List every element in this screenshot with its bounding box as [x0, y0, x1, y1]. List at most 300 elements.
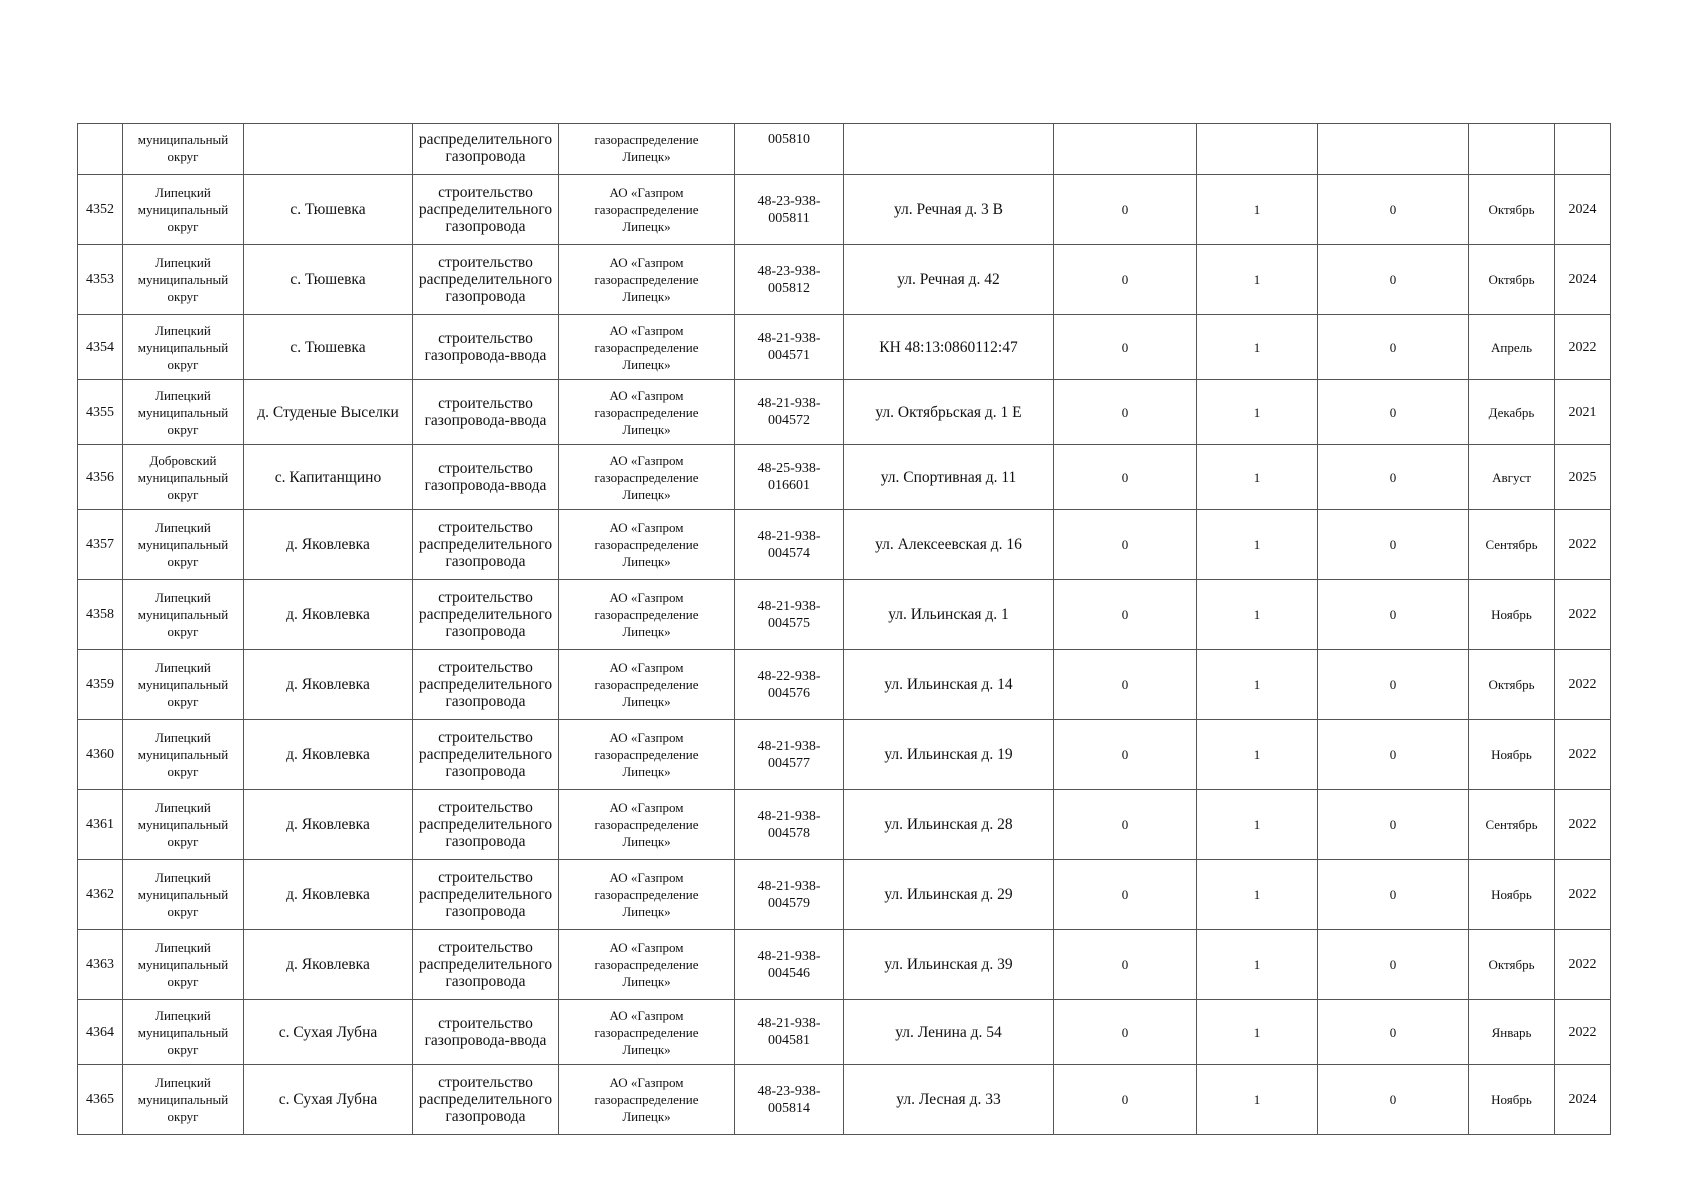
cell-code-line: 48-21-938- — [757, 738, 821, 754]
cell-month — [1469, 124, 1555, 175]
cell-address: ул. Ильинская д. 39 — [844, 930, 1054, 1000]
cell-work-type-line: строительство — [438, 330, 533, 347]
cell-count-3: 0 — [1318, 720, 1469, 790]
cell-organization-line: Липецк» — [622, 764, 671, 779]
cell-district-line: муниципальный — [137, 537, 229, 552]
cell-count-2: 1 — [1197, 315, 1318, 380]
cell-work-type-line: газопровода-ввода — [424, 477, 547, 494]
cell-organization-line: Липецк» — [622, 149, 671, 164]
cell-organization-line: газораспределение — [594, 339, 699, 355]
cell-work-type-line: газопровода — [445, 973, 526, 990]
cell-district — [123, 245, 244, 315]
cell-organization-line: Липецк» — [622, 486, 671, 502]
cell-work-type-line: распределительного — [418, 886, 553, 903]
cell-count-1: 0 — [1054, 1000, 1197, 1065]
cell-settlement: д. Яковлевка — [244, 720, 413, 790]
cell-code — [735, 124, 844, 175]
cell-address: ул. Ильинская д. 29 — [844, 860, 1054, 930]
cell-count-3: 0 — [1318, 790, 1469, 860]
cell-organization-line: Липецк» — [622, 694, 671, 709]
cell-district — [123, 510, 244, 580]
cell-code — [735, 720, 844, 790]
cell-work-type — [413, 380, 559, 445]
cell-code-line: 004578 — [768, 825, 810, 841]
cell-count-1: 0 — [1054, 510, 1197, 580]
cell-district — [123, 580, 244, 650]
cell-organization — [559, 930, 735, 1000]
cell-work-type-line: распределительного — [418, 271, 553, 288]
cell-year — [1555, 124, 1611, 175]
cell-count-2: 1 — [1197, 790, 1318, 860]
cell-settlement: д. Яковлевка — [244, 860, 413, 930]
cell-year: 2022 — [1555, 580, 1611, 650]
cell-count-2: 1 — [1197, 175, 1318, 245]
cell-count-2: 1 — [1197, 930, 1318, 1000]
cell-district-line: Липецкий — [155, 660, 211, 675]
cell-settlement: с. Тюшевка — [244, 315, 413, 380]
table-row — [78, 445, 1611, 510]
cell-organization-line: газораспределение — [594, 537, 699, 552]
cell-number: 4363 — [78, 930, 123, 1000]
cell-count-2: 1 — [1197, 580, 1318, 650]
cell-work-type-line: строительство — [438, 589, 533, 606]
cell-code-line: 48-22-938- — [757, 668, 821, 684]
cell-count-3: 0 — [1318, 510, 1469, 580]
cell-district-line: Липецкий — [155, 185, 211, 200]
cell-district — [123, 124, 244, 175]
cell-address: ул. Ильинская д. 28 — [844, 790, 1054, 860]
cell-code-line: 004572 — [768, 413, 810, 428]
cell-district-line: Липецкий — [155, 870, 211, 885]
cell-address — [844, 124, 1054, 175]
cell-year: 2024 — [1555, 175, 1611, 245]
cell-work-type — [413, 1000, 559, 1065]
cell-number: 4360 — [78, 720, 123, 790]
cell-district-line: Липецкий — [155, 322, 211, 338]
cell-district-line: округ — [167, 486, 199, 502]
cell-organization-line: Липецк» — [622, 219, 671, 234]
cell-code-line: 016601 — [768, 478, 810, 493]
cell-organization-line: АО «Газпром — [609, 590, 684, 605]
cell-code — [735, 930, 844, 1000]
cell-year: 2024 — [1555, 245, 1611, 315]
cell-district-line: Липецкий — [155, 940, 211, 955]
cell-organization-line: АО «Газпром — [609, 322, 684, 338]
cell-month: Октябрь — [1469, 175, 1555, 245]
cell-settlement — [244, 124, 413, 175]
cell-organization — [559, 720, 735, 790]
cell-organization-line: газораспределение — [594, 1024, 699, 1040]
cell-count-1: 0 — [1054, 790, 1197, 860]
cell-district-line: муниципальный — [137, 607, 229, 622]
cell-organization-line: Липецк» — [622, 834, 671, 849]
cell-work-type — [413, 720, 559, 790]
cell-code-line: 004571 — [768, 348, 810, 363]
cell-count-1: 0 — [1054, 445, 1197, 510]
cell-code — [735, 650, 844, 720]
cell-month: Ноябрь — [1469, 860, 1555, 930]
cell-code — [735, 510, 844, 580]
cell-district — [123, 315, 244, 380]
cell-organization — [559, 380, 735, 445]
cell-count-3: 0 — [1318, 860, 1469, 930]
cell-work-type — [413, 315, 559, 380]
cell-work-type-line: распределительного — [418, 1091, 553, 1108]
cell-count-3: 0 — [1318, 650, 1469, 720]
cell-work-type — [413, 650, 559, 720]
cell-code-line: 004546 — [768, 965, 810, 981]
cell-month: Август — [1469, 445, 1555, 510]
cell-district-line: Липецкий — [155, 1007, 211, 1023]
cell-count-2: 1 — [1197, 860, 1318, 930]
cell-month: Ноябрь — [1469, 1065, 1555, 1135]
cell-work-type — [413, 245, 559, 315]
cell-work-type-line: газопровода — [445, 693, 526, 710]
cell-work-type-line: распределительного — [418, 746, 553, 763]
table-row — [78, 175, 1611, 245]
cell-organization-line: газораспределение — [594, 1092, 699, 1107]
cell-address: КН 48:13:0860112:47 — [844, 315, 1054, 380]
cell-year: 2022 — [1555, 790, 1611, 860]
cell-settlement: д. Яковлевка — [244, 510, 413, 580]
cell-work-type-line: строительство — [438, 939, 533, 956]
cell-district — [123, 1000, 244, 1065]
cell-count-2: 1 — [1197, 245, 1318, 315]
cell-district-line: Липецкий — [155, 1075, 211, 1090]
cell-district-line: муниципальный — [137, 272, 229, 287]
cell-number: 4352 — [78, 175, 123, 245]
cell-organization-line: Липецк» — [622, 1109, 671, 1124]
cell-district-line: округ — [167, 694, 199, 709]
cell-organization-line: газораспределение — [594, 202, 699, 217]
cell-number: 4364 — [78, 1000, 123, 1065]
cell-month: Октябрь — [1469, 650, 1555, 720]
cell-organization-line: газораспределение — [594, 747, 699, 762]
cell-count-1: 0 — [1054, 315, 1197, 380]
cell-district-line: округ — [167, 356, 199, 372]
cell-organization-line: АО «Газпром — [609, 387, 684, 403]
cell-district-line: муниципальный — [137, 817, 229, 832]
cell-count-3 — [1318, 124, 1469, 175]
cell-count-1: 0 — [1054, 175, 1197, 245]
cell-district-line: округ — [167, 1041, 199, 1057]
cell-district-line: Липецкий — [155, 255, 211, 270]
cell-code-line: 48-21-938- — [757, 598, 821, 614]
cell-count-3: 0 — [1318, 380, 1469, 445]
cell-district — [123, 445, 244, 510]
cell-settlement: д. Яковлевка — [244, 930, 413, 1000]
cell-organization-line: Липецк» — [622, 421, 671, 437]
cell-count-1: 0 — [1054, 930, 1197, 1000]
cell-organization-line: АО «Газпром — [609, 870, 684, 885]
cell-work-type-line: строительство — [438, 659, 533, 676]
cell-organization — [559, 790, 735, 860]
cell-count-2: 1 — [1197, 510, 1318, 580]
cell-district — [123, 720, 244, 790]
cell-district-line: округ — [167, 149, 199, 164]
table-row — [78, 124, 1611, 175]
cell-settlement: д. Яковлевка — [244, 580, 413, 650]
cell-organization-line: АО «Газпром — [609, 1075, 684, 1090]
cell-district-line: округ — [167, 219, 199, 234]
cell-address: ул. Ильинская д. 19 — [844, 720, 1054, 790]
cell-work-type-line: распределительного — [418, 606, 553, 623]
cell-settlement: с. Тюшевка — [244, 245, 413, 315]
cell-code-line: 48-23-938- — [757, 1083, 821, 1099]
cell-number: 4358 — [78, 580, 123, 650]
cell-work-type — [413, 580, 559, 650]
cell-organization-line: Липецк» — [622, 356, 671, 372]
gasification-register-table — [77, 123, 1611, 1135]
cell-work-type-line: газопровода-ввода — [424, 347, 547, 364]
cell-count-2: 1 — [1197, 380, 1318, 445]
cell-count-1: 0 — [1054, 380, 1197, 445]
cell-district-line: муниципальный — [137, 747, 229, 762]
cell-district — [123, 860, 244, 930]
cell-district-line: муниципальный — [137, 339, 229, 355]
cell-organization-line: газораспределение — [594, 817, 699, 832]
cell-organization-line: АО «Газпром — [609, 730, 684, 745]
cell-organization-line: Липецк» — [622, 1041, 671, 1057]
cell-district-line: Липецкий — [155, 387, 211, 403]
cell-district — [123, 380, 244, 445]
cell-organization-line: АО «Газпром — [609, 520, 684, 535]
cell-work-type-line: газопровода — [445, 763, 526, 780]
cell-year: 2022 — [1555, 650, 1611, 720]
cell-district-line: округ — [167, 1109, 199, 1124]
cell-number: 4359 — [78, 650, 123, 720]
cell-organization — [559, 650, 735, 720]
cell-count-2 — [1197, 124, 1318, 175]
table-row — [78, 720, 1611, 790]
cell-month: Октябрь — [1469, 930, 1555, 1000]
cell-code-line: 004576 — [768, 685, 810, 701]
cell-organization — [559, 580, 735, 650]
cell-work-type-line: строительство — [438, 519, 533, 536]
cell-settlement: с. Сухая Лубна — [244, 1000, 413, 1065]
cell-count-2: 1 — [1197, 445, 1318, 510]
cell-number: 4357 — [78, 510, 123, 580]
cell-address: ул. Речная д. 42 — [844, 245, 1054, 315]
cell-number: 4361 — [78, 790, 123, 860]
cell-district-line: округ — [167, 624, 199, 639]
cell-district-line: Липецкий — [155, 590, 211, 605]
cell-count-3: 0 — [1318, 175, 1469, 245]
cell-code-line: 004575 — [768, 615, 810, 631]
cell-organization-line: Липецк» — [622, 974, 671, 989]
table-row — [78, 860, 1611, 930]
cell-settlement: с. Сухая Лубна — [244, 1065, 413, 1135]
cell-month: Сентябрь — [1469, 790, 1555, 860]
cell-address: ул. Октябрьская д. 1 Е — [844, 380, 1054, 445]
cell-number: 4354 — [78, 315, 123, 380]
cell-district-line: округ — [167, 764, 199, 779]
cell-month: Сентябрь — [1469, 510, 1555, 580]
table-row — [78, 580, 1611, 650]
cell-year: 2022 — [1555, 720, 1611, 790]
cell-district — [123, 175, 244, 245]
table-row — [78, 245, 1611, 315]
cell-district — [123, 650, 244, 720]
cell-code — [735, 1065, 844, 1135]
cell-organization — [559, 245, 735, 315]
cell-year: 2022 — [1555, 1000, 1611, 1065]
cell-count-3: 0 — [1318, 1065, 1469, 1135]
cell-code-line: 005812 — [768, 280, 810, 296]
cell-district — [123, 1065, 244, 1135]
cell-code-line: 004574 — [768, 545, 810, 561]
cell-count-1: 0 — [1054, 1065, 1197, 1135]
cell-work-type-line: строительство — [438, 395, 533, 412]
cell-district-line: муниципальный — [137, 132, 229, 147]
cell-year: 2022 — [1555, 930, 1611, 1000]
cell-district-line: муниципальный — [137, 1092, 229, 1107]
cell-number: 4356 — [78, 445, 123, 510]
cell-code-line: 005810 — [768, 132, 810, 147]
cell-work-type — [413, 510, 559, 580]
cell-address: ул. Лесная д. 33 — [844, 1065, 1054, 1135]
cell-district-line: Липецкий — [155, 800, 211, 815]
table-body — [78, 124, 1611, 1135]
cell-count-3: 0 — [1318, 580, 1469, 650]
cell-code-line: 48-21-938- — [757, 878, 821, 894]
cell-code — [735, 315, 844, 380]
cell-settlement: с. Тюшевка — [244, 175, 413, 245]
cell-organization — [559, 1065, 735, 1135]
cell-district-line: округ — [167, 421, 199, 437]
cell-district-line: муниципальный — [137, 957, 229, 972]
cell-work-type-line: газопровода-ввода — [424, 1032, 547, 1049]
cell-organization-line: АО «Газпром — [609, 452, 684, 468]
cell-organization-line: газораспределение — [594, 469, 699, 485]
cell-code — [735, 245, 844, 315]
cell-count-1: 0 — [1054, 650, 1197, 720]
cell-district — [123, 930, 244, 1000]
cell-settlement: д. Яковлевка — [244, 650, 413, 720]
cell-organization-line: Липецк» — [622, 624, 671, 639]
cell-district-line: муниципальный — [137, 887, 229, 902]
cell-address: ул. Ильинская д. 14 — [844, 650, 1054, 720]
table-row — [78, 510, 1611, 580]
cell-number: 4353 — [78, 245, 123, 315]
cell-organization-line: газораспределение — [594, 272, 699, 287]
cell-organization-line: АО «Газпром — [609, 255, 684, 270]
cell-district-line: муниципальный — [137, 202, 229, 217]
cell-organization — [559, 175, 735, 245]
cell-settlement: д. Студеные Выселки — [244, 380, 413, 445]
cell-work-type-line: строительство — [438, 1015, 533, 1032]
cell-organization-line: АО «Газпром — [609, 660, 684, 675]
cell-organization-line: АО «Газпром — [609, 940, 684, 955]
cell-address: ул. Спортивная д. 11 — [844, 445, 1054, 510]
cell-organization-line: АО «Газпром — [609, 185, 684, 200]
cell-code — [735, 860, 844, 930]
cell-count-3: 0 — [1318, 445, 1469, 510]
cell-district-line: Липецкий — [155, 730, 211, 745]
cell-work-type-line: распределительного — [418, 816, 553, 833]
cell-work-type-line: газопровода — [445, 148, 526, 165]
cell-code — [735, 1000, 844, 1065]
cell-address: ул. Алексеевская д. 16 — [844, 510, 1054, 580]
cell-code-line: 48-23-938- — [757, 263, 821, 279]
cell-code-line: 48-21-938- — [757, 528, 821, 544]
cell-count-1: 0 — [1054, 580, 1197, 650]
cell-work-type-line: строительство — [438, 184, 533, 201]
cell-work-type — [413, 124, 559, 175]
cell-code-line: 005811 — [768, 210, 810, 226]
cell-work-type-line: строительство — [438, 799, 533, 816]
cell-organization — [559, 445, 735, 510]
cell-organization-line: газораспределение — [594, 607, 699, 622]
cell-year: 2022 — [1555, 315, 1611, 380]
cell-year: 2022 — [1555, 510, 1611, 580]
cell-settlement: с. Капитанщино — [244, 445, 413, 510]
table-row — [78, 930, 1611, 1000]
cell-work-type-line: распределительного — [418, 536, 553, 553]
cell-district-line: округ — [167, 834, 199, 849]
table-row — [78, 315, 1611, 380]
cell-count-3: 0 — [1318, 1000, 1469, 1065]
cell-work-type-line: газопровода — [445, 553, 526, 570]
cell-work-type-line: распределительного — [418, 201, 553, 218]
cell-work-type — [413, 930, 559, 1000]
cell-work-type — [413, 860, 559, 930]
cell-district-line: округ — [167, 974, 199, 989]
cell-organization-line: газораспределение — [594, 677, 699, 692]
cell-work-type-line: газопровода — [445, 288, 526, 305]
cell-year: 2021 — [1555, 380, 1611, 445]
cell-district-line: Липецкий — [155, 520, 211, 535]
cell-work-type-line: газопровода — [445, 218, 526, 235]
cell-work-type-line: распределительного — [418, 131, 553, 148]
cell-organization-line: Липецк» — [622, 554, 671, 569]
cell-month: Январь — [1469, 1000, 1555, 1065]
cell-district-line: округ — [167, 904, 199, 919]
cell-count-3: 0 — [1318, 315, 1469, 380]
cell-organization — [559, 315, 735, 380]
cell-count-3: 0 — [1318, 930, 1469, 1000]
cell-organization-line: АО «Газпром — [609, 800, 684, 815]
cell-organization-line: Липецк» — [622, 904, 671, 919]
cell-work-type-line: распределительного — [418, 676, 553, 693]
cell-organization — [559, 510, 735, 580]
cell-number: 4355 — [78, 380, 123, 445]
cell-code-line: 005814 — [768, 1100, 810, 1116]
cell-work-type-line: газопровода — [445, 1108, 526, 1125]
cell-work-type — [413, 175, 559, 245]
cell-work-type-line: газопровода — [445, 903, 526, 920]
cell-organization-line: Липецк» — [622, 289, 671, 304]
cell-month: Октябрь — [1469, 245, 1555, 315]
cell-district-line: Добровский — [149, 452, 217, 468]
cell-code — [735, 445, 844, 510]
cell-district-line: округ — [167, 289, 199, 304]
cell-year: 2022 — [1555, 860, 1611, 930]
cell-count-2: 1 — [1197, 720, 1318, 790]
cell-organization-line: газораспределение — [594, 132, 699, 147]
cell-work-type-line: газопровода — [445, 833, 526, 850]
table-row — [78, 1065, 1611, 1135]
cell-month: Апрель — [1469, 315, 1555, 380]
cell-code — [735, 580, 844, 650]
cell-work-type-line: строительство — [438, 869, 533, 886]
cell-settlement: д. Яковлевка — [244, 790, 413, 860]
cell-district-line: муниципальный — [137, 1024, 229, 1040]
cell-count-1: 0 — [1054, 720, 1197, 790]
cell-count-2: 1 — [1197, 650, 1318, 720]
cell-organization — [559, 124, 735, 175]
cell-count-1: 0 — [1054, 245, 1197, 315]
